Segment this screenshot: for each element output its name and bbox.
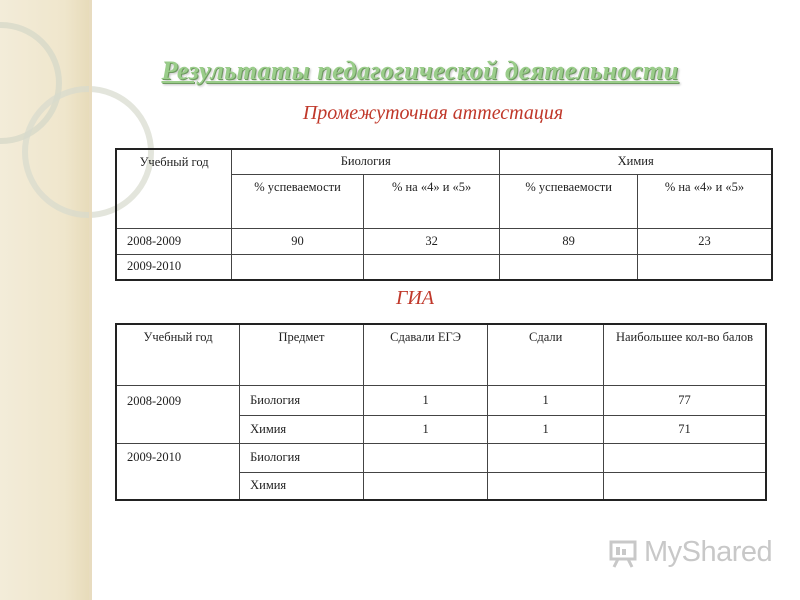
page-title: Результаты педагогической деятельности [161,56,679,85]
presentation-board-icon [608,538,638,568]
cell-took: 1 [363,415,488,443]
cell-year: 2009-2010 [116,254,232,280]
table-row [116,228,772,254]
header-academic-year: Учебный год [116,324,240,385]
cell-value: 90 [232,228,364,254]
gia-results-table [115,323,767,501]
cell-value [232,254,364,280]
cell-value [638,254,772,280]
section-heading-interim-attestation: Промежуточная аттестация [302,102,564,124]
cell-passed [488,472,604,500]
header-took-exam: Сдавали ЕГЭ [363,324,488,385]
cell-subject: Химия [240,472,364,500]
table-row [116,385,766,415]
cell-max [603,472,766,500]
cell-value: 32 [363,228,499,254]
cell-max [603,443,766,472]
header-academic-year: Учебный год [116,149,232,228]
header-chemistry: Химия [500,149,772,174]
cell-year: 2008-2009 [116,385,240,443]
cell-subject: Биология [240,385,364,415]
cell-took: 1 [363,385,488,415]
table-row [116,254,772,280]
header-subject: Предмет [240,324,364,385]
header-biology: Биология [232,149,500,174]
cell-value: 23 [638,228,772,254]
header-bio-good-excellent: % на «4» и «5» [363,174,499,228]
cell-took [363,472,488,500]
header-bio-success-rate: % успеваемости [232,174,364,228]
header-passed: Сдали [488,324,604,385]
cell-year: 2008-2009 [116,228,232,254]
interim-attestation-table [115,148,773,281]
cell-year: 2009-2010 [116,443,240,500]
cell-value [363,254,499,280]
header-chem-good-excellent: % на «4» и «5» [638,174,772,228]
cell-max: 71 [603,415,766,443]
header-max-score: Наибольшее кол-во балов [603,324,766,385]
cell-subject: Химия [240,415,364,443]
cell-subject: Биология [240,443,364,472]
cell-passed: 1 [488,385,604,415]
cell-passed: 1 [488,415,604,443]
watermark-brand: MyShared [644,536,773,568]
header-chem-success-rate: % успеваемости [500,174,638,228]
cell-took [363,443,488,472]
table-row [116,443,766,472]
cell-value: 89 [500,228,638,254]
section-heading-gia: ГИА [395,287,435,309]
cell-value [500,254,638,280]
cell-max: 77 [603,385,766,415]
cell-passed [488,443,604,472]
